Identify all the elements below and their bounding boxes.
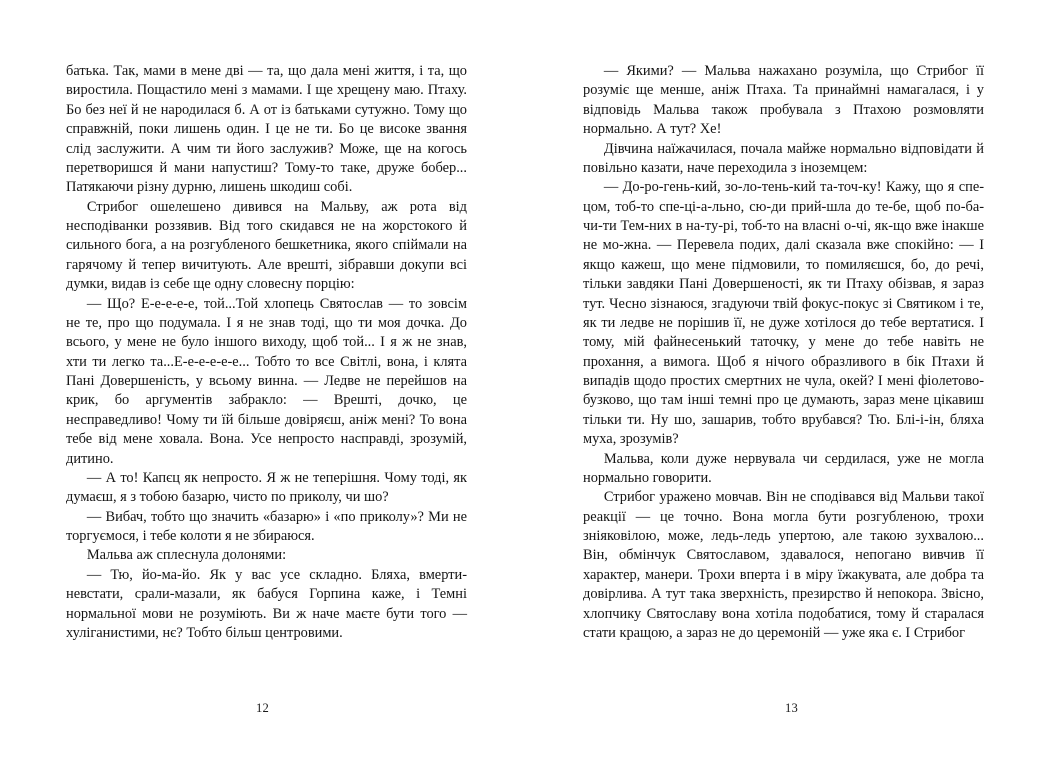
paragraph: — Вибач, тобто що значить «базарю» і «по приколу»? Ми не торгуємося, і тебе колоти я не збираюся.: [66, 508, 467, 544]
paragraph: батька. Так, мами в мене дві — та, що дала мені життя, і та, що виростила. Пощастило мені з мамами. І ще хрещену маю. Птаху. Бо без неї й не народилася б. А от із батьками сутужно. Тому що справжній, поки лишень один. І це не ти. Бо це високе звання слід заслужити. А чим ти його заслужив? Може, ще на когось перетворишся й мани напустиш? Тому-то таке, друже бобер... Патякаючи різну дурню, лишень шкодиш собі.: [66, 63, 467, 196]
paragraph: Дівчина наїжачилася, почала майже нормально відповідати й повільно казати, наче переходила з іноземцем:: [583, 140, 984, 176]
page-number-right: 13: [785, 701, 798, 715]
paragraph: — Якими? — Мальва нажахано розуміла, що Стрибог її розуміє ще менше, аніж Птаха. Та принаймні намагалася, і у відповідь Мальва також пробувала з Птахою розмовляти нормально. А тут? Хе!: [583, 63, 984, 138]
right-text-column: [583, 62, 984, 643]
paragraph: Мальва, коли дуже нервувала чи сердилася, уже не могла нормально говорити.: [583, 450, 984, 486]
paragraph: — Що? Е-е-е-е-е, той...Той хлопець Святослав — то зовсім не те, про що подумала. І я не знав тоді, що ти моя дочка. До всього, у мене не було іншого виходу, щоб той... І я ж не знав, хти ти легко та...Е-е-е-е-е-е... Тобто то все Світлі, вона, і клята Пані Довершеність, у всьому винна. — Ледве не перейшов на крик, бо аргументів забракло: — Врешті, дочко, це несправедливо! Чому ти їй більше довіряєш, аніж мені? То вона тебе від мене ховала. Вона. Усе непросто насправді, зрозумій, дитино.: [66, 295, 467, 467]
paragraph: Стрибог уражено мовчав. Він не сподівався від Мальви такої реакції — це точно. Вона могла бути розгубленою, трохи зніяковілою, може, ледь-ледь упертою, але такою зухвалою... Він, обмінчук Святославом, здавалося, непогано вивчив її характер, манери. Трохи вперта і в міру їжакувата, але добра та довірлива. А тут така зверхність, презирство й непокора. Звісно, хлопчику Святославу вона хотіла подобатися, тому й старалася стати кращою, а зараз не до церемоній — уже яка є. І Стрибог: [583, 489, 984, 641]
paragraph: Стрибог ошелешено дивився на Мальву, аж рота від несподіванки роззявив. Від того скидався не на жорстокого й сильного бога, а на розгубленого бешкетника, якого спіймали на гарячому й тепер вичитують. Але врешті, зібравши докупи всі думки, видав із себе ще одну словесну порцію:: [66, 198, 467, 293]
left-text-column: [66, 62, 467, 643]
page-number-left: 12: [256, 701, 269, 715]
paragraph: — Тю, йо-ма-йо. Як у вас усе складно. Бляха, вмерти-невстати, срали-мазали, як бабуся Горпина каже, і Темні нормальної мови не розуміють. Ви ж наче маєте бути того — хуліганистими, нє? Тобто більш центровими.: [66, 566, 467, 641]
paragraph: — До-ро-гень-кий, зо-ло-тень-кий та-точ-ку! Кажу, що я спе-цом, тоб-то спе-ці-а-льно, сю-ди прий-шла до те-бе, щоб по-ба-чи-ти Тем-них в на-ту-рі, тоб-то на власні о-чі, як-що вже інакше не мо-жна. — Перевела подих, далі сказала вже спокійно: — І якщо кажеш, що мене підмовили, то помиляєшся, бо, до речі, тільки завдяки Пані Довершеності, як ти Птаху обізвав, я зараз тут. Чесно зізнаюся, згадуючи твій фокус-покус зі Святиком і те, як ти ледве не порішив її, не дуже хотілося до тебе вертатися. І тому, мій файнесенький таточку, у мене до тебе навіть не прохання, а вимога. Щоб я нічого образливого в бік Птахи й випадів щодо простих смертних не чула, окей? І мені фіолетово-бузково, що там інші темні про це думають, зараз мене цікавиш тільки ти. Ну шо, зашарив, тобто врубався? Тю. Блі-і-ін, бляха муха, зрозумів?: [583, 179, 984, 448]
page-right: [525, 0, 1050, 760]
paragraph: — А то! Капєц як непросто. Я ж не теперішня. Чому тоді, як думаєш, я з тобою базарю, чисто по приколу, чи шо?: [66, 469, 467, 506]
paragraph: Мальва аж сплеснула долонями:: [86, 547, 287, 564]
